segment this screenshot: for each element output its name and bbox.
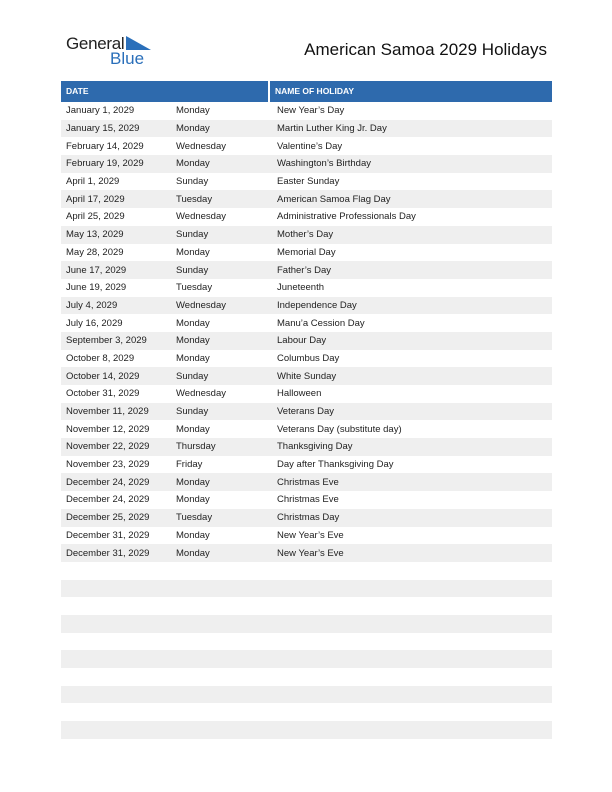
table-row xyxy=(61,668,552,686)
cell-date: July 4, 2029 xyxy=(66,299,118,311)
table-row xyxy=(61,120,552,138)
cell-holiday: Christmas Eve xyxy=(277,494,339,506)
table-row xyxy=(61,102,552,120)
cell-date: November 12, 2029 xyxy=(66,423,150,435)
cell-date: April 1, 2029 xyxy=(66,176,120,188)
table-row xyxy=(61,155,552,173)
cell-date: December 24, 2029 xyxy=(66,476,150,488)
cell-weekday: Sunday xyxy=(176,229,209,241)
cell-holiday: Administrative Professionals Day xyxy=(277,211,416,223)
cell-date: July 16, 2029 xyxy=(66,317,123,329)
cell-holiday: Memorial Day xyxy=(277,246,336,258)
cell-holiday: Day after Thanksgiving Day xyxy=(277,459,394,471)
table-row xyxy=(61,597,552,615)
cell-holiday: Thanksgiving Day xyxy=(277,441,353,453)
cell-weekday: Sunday xyxy=(176,406,209,418)
table-row xyxy=(61,385,552,403)
table-row xyxy=(61,580,552,598)
cell-weekday: Wednesday xyxy=(176,388,226,400)
cell-holiday: Juneteenth xyxy=(277,282,325,294)
cell-date: October 31, 2029 xyxy=(66,388,140,400)
cell-weekday: Monday xyxy=(176,105,210,117)
table-row xyxy=(61,297,552,315)
cell-holiday: Father’s Day xyxy=(277,264,332,276)
table-row xyxy=(61,544,552,562)
cell-date: February 14, 2029 xyxy=(66,140,144,152)
table-row xyxy=(61,703,552,721)
table-row xyxy=(61,438,552,456)
cell-date: December 24, 2029 xyxy=(66,494,150,506)
cell-holiday: Independence Day xyxy=(277,299,357,311)
cell-date: April 25, 2029 xyxy=(66,211,125,223)
cell-date: January 15, 2029 xyxy=(66,123,140,135)
table-row xyxy=(61,721,552,739)
logo xyxy=(66,34,156,68)
table-row xyxy=(61,367,552,385)
table-body xyxy=(61,102,552,739)
logo-text-general: General xyxy=(66,34,125,53)
cell-date: June 17, 2029 xyxy=(66,264,127,276)
cell-date: December 31, 2029 xyxy=(66,547,150,559)
table-header xyxy=(61,81,552,102)
cell-date: December 31, 2029 xyxy=(66,529,150,541)
table-row xyxy=(61,615,552,633)
holiday-table xyxy=(61,81,552,739)
cell-weekday: Wednesday xyxy=(176,211,226,223)
cell-holiday: Easter Sunday xyxy=(277,176,340,188)
table-row xyxy=(61,226,552,244)
table-row xyxy=(61,190,552,208)
table-row xyxy=(61,208,552,226)
cell-weekday: Monday xyxy=(176,317,210,329)
table-row xyxy=(61,562,552,580)
table-row xyxy=(61,491,552,509)
cell-weekday: Tuesday xyxy=(176,512,213,524)
cell-holiday: Christmas Day xyxy=(277,512,340,524)
cell-weekday: Thursday xyxy=(176,441,216,453)
cell-date: November 11, 2029 xyxy=(66,406,149,418)
cell-weekday: Wednesday xyxy=(176,140,226,152)
table-row xyxy=(61,332,552,350)
header-date: DATE xyxy=(61,81,270,102)
header-holiday: NAME OF HOLIDAY xyxy=(275,86,355,96)
cell-date: April 17, 2029 xyxy=(66,193,125,205)
cell-date: October 14, 2029 xyxy=(66,370,140,382)
table-row xyxy=(61,403,552,421)
cell-holiday: Veterans Day xyxy=(277,406,335,418)
cell-weekday: Monday xyxy=(176,352,210,364)
cell-weekday: Monday xyxy=(176,476,210,488)
cell-holiday: Christmas Eve xyxy=(277,476,339,488)
table-row xyxy=(61,686,552,704)
table-row xyxy=(61,279,552,297)
table-row xyxy=(61,173,552,191)
cell-holiday: Valentine’s Day xyxy=(277,140,343,152)
cell-holiday: New Year’s Eve xyxy=(277,547,344,559)
page-title: American Samoa 2029 Holidays xyxy=(304,40,547,59)
cell-date: May 28, 2029 xyxy=(66,246,124,258)
cell-holiday: White Sunday xyxy=(277,370,337,382)
table-row xyxy=(61,650,552,668)
cell-weekday: Sunday xyxy=(176,264,209,276)
cell-holiday: Mother’s Day xyxy=(277,229,334,241)
cell-weekday: Sunday xyxy=(176,176,209,188)
cell-holiday: Martin Luther King Jr. Day xyxy=(277,123,387,135)
cell-date: June 19, 2029 xyxy=(66,282,127,294)
table-row xyxy=(61,244,552,262)
table-row xyxy=(61,509,552,527)
cell-weekday: Monday xyxy=(176,529,210,541)
cell-weekday: Monday xyxy=(176,494,210,506)
cell-weekday: Friday xyxy=(176,459,203,471)
cell-weekday: Monday xyxy=(176,123,210,135)
table-row xyxy=(61,261,552,279)
cell-holiday: Columbus Day xyxy=(277,352,340,364)
cell-weekday: Tuesday xyxy=(176,282,213,294)
cell-holiday: Labour Day xyxy=(277,335,327,347)
cell-weekday: Sunday xyxy=(176,370,209,382)
table-row xyxy=(61,456,552,474)
cell-date: May 13, 2029 xyxy=(66,229,124,241)
logo-text-blue: Blue xyxy=(110,49,145,68)
cell-date: December 25, 2029 xyxy=(66,512,150,524)
cell-weekday: Wednesday xyxy=(176,299,226,311)
cell-date: November 23, 2029 xyxy=(66,459,150,471)
cell-weekday: Monday xyxy=(176,423,210,435)
cell-holiday: New Year’s Day xyxy=(277,105,345,117)
cell-weekday: Monday xyxy=(176,547,210,559)
cell-date: September 3, 2029 xyxy=(66,335,147,347)
cell-date: January 1, 2029 xyxy=(66,105,135,117)
table-row xyxy=(61,527,552,545)
cell-weekday: Tuesday xyxy=(176,193,213,205)
cell-holiday: American Samoa Flag Day xyxy=(277,193,391,205)
cell-holiday: Veterans Day (substitute day) xyxy=(277,423,402,435)
table-row xyxy=(61,473,552,491)
table-row xyxy=(61,314,552,332)
cell-holiday: Manu’a Cession Day xyxy=(277,317,365,329)
cell-date: October 8, 2029 xyxy=(66,352,135,364)
cell-holiday: New Year’s Eve xyxy=(277,529,344,541)
cell-date: November 22, 2029 xyxy=(66,441,150,453)
table-row xyxy=(61,350,552,368)
table-row xyxy=(61,633,552,651)
cell-date: February 19, 2029 xyxy=(66,158,144,170)
cell-weekday: Monday xyxy=(176,158,210,170)
cell-holiday: Washington’s Birthday xyxy=(277,158,371,170)
cell-weekday: Monday xyxy=(176,335,210,347)
table-row xyxy=(61,137,552,155)
cell-weekday: Monday xyxy=(176,246,210,258)
cell-holiday: Halloween xyxy=(277,388,322,400)
table-row xyxy=(61,420,552,438)
